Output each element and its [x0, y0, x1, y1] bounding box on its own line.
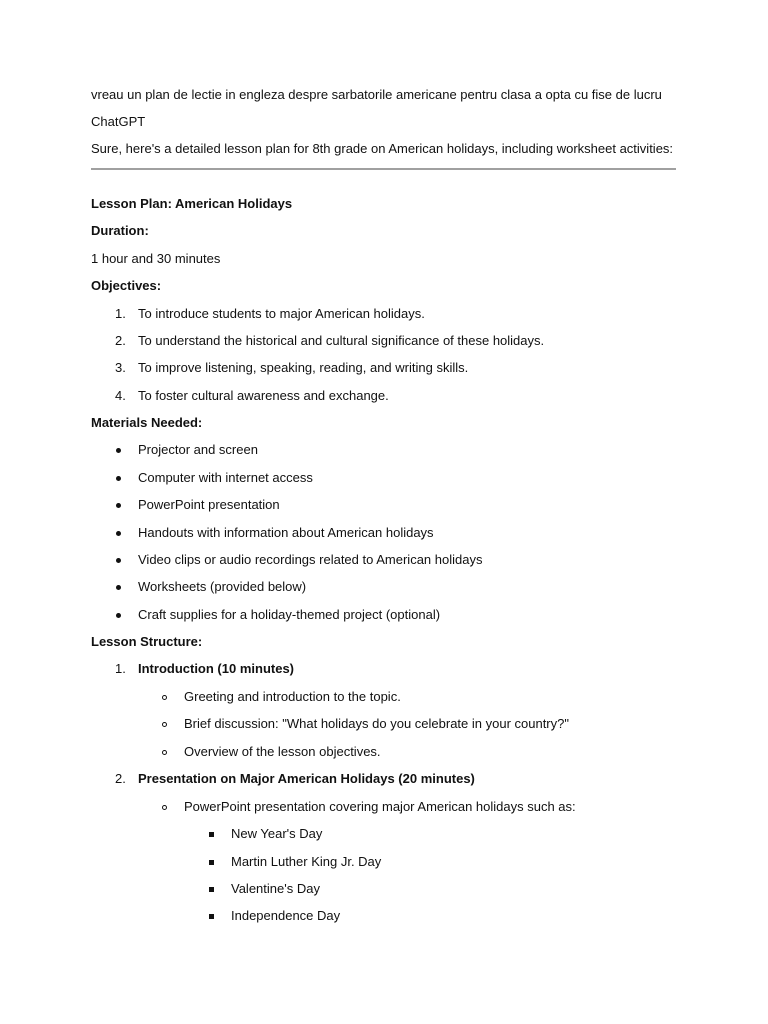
list-number: 2. — [115, 771, 126, 786]
lesson-title: Lesson Plan: American Holidays — [91, 196, 293, 211]
objective-item: To understand the historical and cultural significance of these holidays. — [138, 333, 545, 348]
bullet-icon — [116, 585, 121, 590]
horizontal-rule — [91, 168, 676, 170]
material-item: Handouts with information about American holidays — [138, 525, 434, 540]
material-item: Computer with internet access — [138, 470, 313, 485]
holiday-item: Martin Luther King Jr. Day — [231, 854, 382, 869]
bullet-icon — [116, 613, 121, 618]
bullet-icon — [116, 476, 121, 481]
speaker-label: ChatGPT — [91, 114, 146, 129]
bullet-icon — [116, 531, 121, 536]
intro-text: Sure, here's a detailed lesson plan for 8th grade on American holidays, including worksheet activities: — [91, 141, 674, 156]
objective-item: To foster cultural awareness and exchange. — [138, 388, 389, 403]
circle-bullet-icon — [162, 805, 167, 810]
list-number: 1. — [115, 306, 126, 321]
bullet-icon — [116, 503, 121, 508]
section-item: Overview of the lesson objectives. — [184, 744, 381, 759]
list-number: 1. — [115, 661, 126, 676]
holiday-item: New Year's Day — [231, 826, 323, 841]
holiday-item: Valentine's Day — [231, 881, 320, 896]
square-bullet-icon — [209, 914, 214, 919]
duration-value: 1 hour and 30 minutes — [91, 251, 221, 266]
section-title: Introduction (10 minutes) — [138, 661, 294, 676]
structure-heading: Lesson Structure: — [91, 634, 203, 649]
section-title: Presentation on Major American Holidays (20 minutes) — [138, 771, 475, 786]
material-item: Worksheets (provided below) — [138, 579, 307, 594]
list-number: 4. — [115, 388, 126, 403]
material-item: Video clips or audio recordings related to American holidays — [138, 552, 483, 567]
list-number: 2. — [115, 333, 126, 348]
objective-item: To introduce students to major American holidays. — [138, 306, 425, 321]
holiday-item: Independence Day — [231, 908, 341, 923]
material-item: Craft supplies for a holiday-themed project (optional) — [138, 607, 441, 622]
section-item: PowerPoint presentation covering major American holidays such as: — [184, 799, 576, 814]
user-prompt: vreau un plan de lectie in engleza despre sarbatorile americane pentru clasa a opta cu fise de lucru — [91, 87, 662, 102]
section-item: Brief discussion: "What holidays do you celebrate in your country?" — [184, 716, 569, 731]
circle-bullet-icon — [162, 722, 167, 727]
materials-heading: Materials Needed: — [91, 415, 203, 430]
square-bullet-icon — [209, 832, 214, 837]
circle-bullet-icon — [162, 695, 167, 700]
square-bullet-icon — [209, 860, 214, 865]
material-item: PowerPoint presentation — [138, 497, 280, 512]
objectives-heading: Objectives: — [91, 278, 162, 293]
section-item: Greeting and introduction to the topic. — [184, 689, 401, 704]
list-number: 3. — [115, 360, 126, 375]
bullet-icon — [116, 448, 121, 453]
duration-heading: Duration: — [91, 223, 149, 238]
circle-bullet-icon — [162, 750, 167, 755]
square-bullet-icon — [209, 887, 214, 892]
objective-item: To improve listening, speaking, reading, and writing skills. — [138, 360, 469, 375]
bullet-icon — [116, 558, 121, 563]
material-item: Projector and screen — [138, 442, 258, 457]
